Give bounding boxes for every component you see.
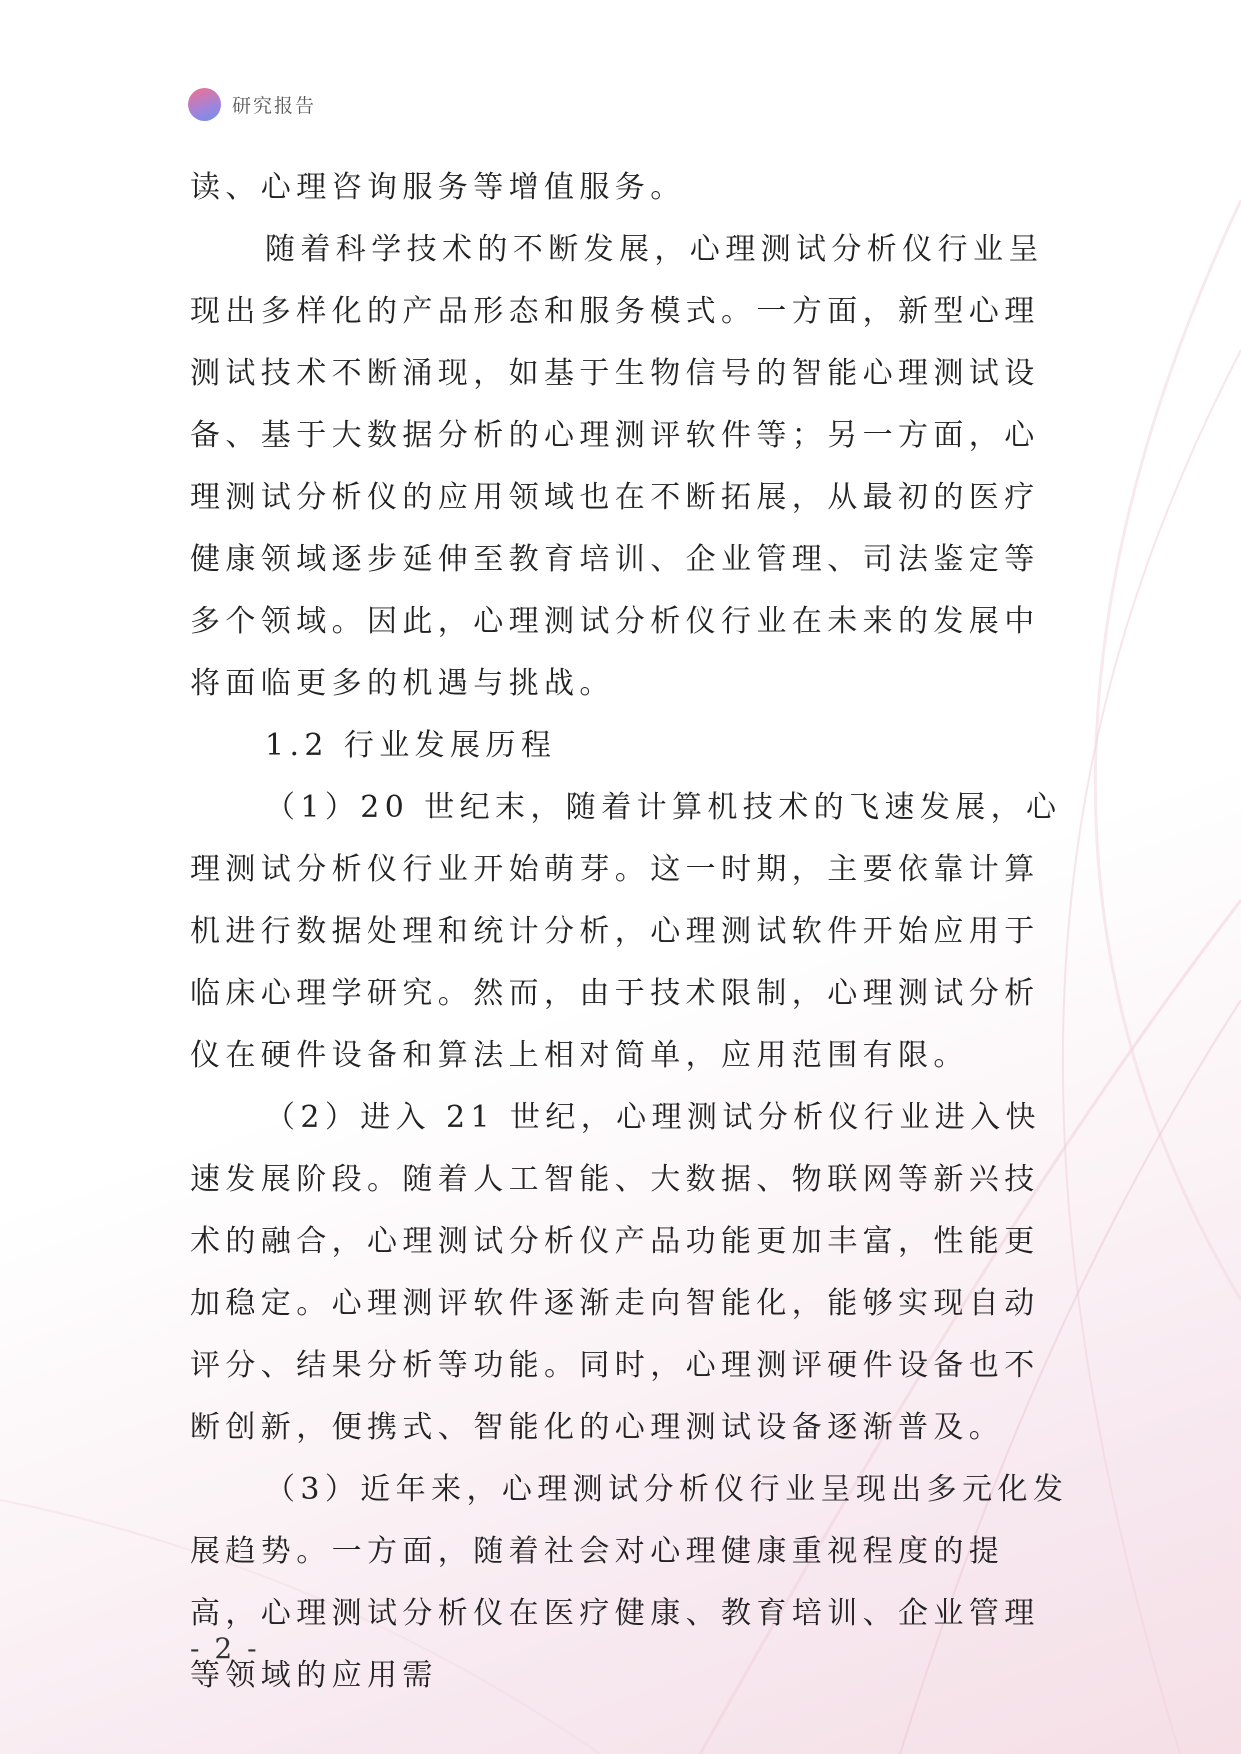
paragraph-history-3: （3）近年来，心理测试分析仪行业呈现出多元化发展趋势。一方面，随着社会对心理健康重视程度的提高，心理测试分析仪在医疗健康、教育培训、企业管理等领域的应用需 [190,1472,1069,1693]
logo-circle-icon [188,88,221,121]
paragraph-continuation: 读、心理咨询服务等增值服务。 [190,170,686,205]
report-header [188,88,316,121]
paragraph-development: 随着科学技术的不断发展，心理测试分析仪行业呈现出多样化的产品形态和服务模式。一方面，新型心理测试技术不断涌现，如基于生物信号的智能心理测试设备、基于大数据分析的心理测评软件等；另一方面，心理测试分析仪的应用领域也在不断拓展，从最初的医疗健康领域逐步延伸至教育培训、企业管理、司法鉴定等多个领域。因此，心理测试分析仪行业在未来的发展中将面临更多的机遇与挑战。 [190,232,1044,701]
paragraph-history-1: （1）20 世纪末，随着计算机技术的飞速发展，心理测试分析仪行业开始萌芽。这一时期，主要依靠计算机进行数据处理和统计分析，心理测试软件开始应用于临床心理学研究。然而，由于技术限制，心理测试分析仪在硬件设备和算法上相对简单，应用范围有限。 [190,790,1062,1073]
page-number: - 2 - [190,1632,260,1665]
paragraph-history-2: （2）进入 21 世纪，心理测试分析仪行业进入快速发展阶段。随着人工智能、大数据、物联网等新兴技术的融合，心理测试分析仪产品功能更加丰富，性能更加稳定。心理测评软件逐渐走向智能化，能够实现自动评分、结果分析等功能。同时，心理测评硬件设备也不断创新，便携式、智能化的心理测试设备逐渐普及。 [190,1100,1041,1445]
document-body [190,157,1070,1707]
header-label: 研究报告 [232,95,317,117]
section-heading: 1.2 行业发展历程 [265,728,557,763]
